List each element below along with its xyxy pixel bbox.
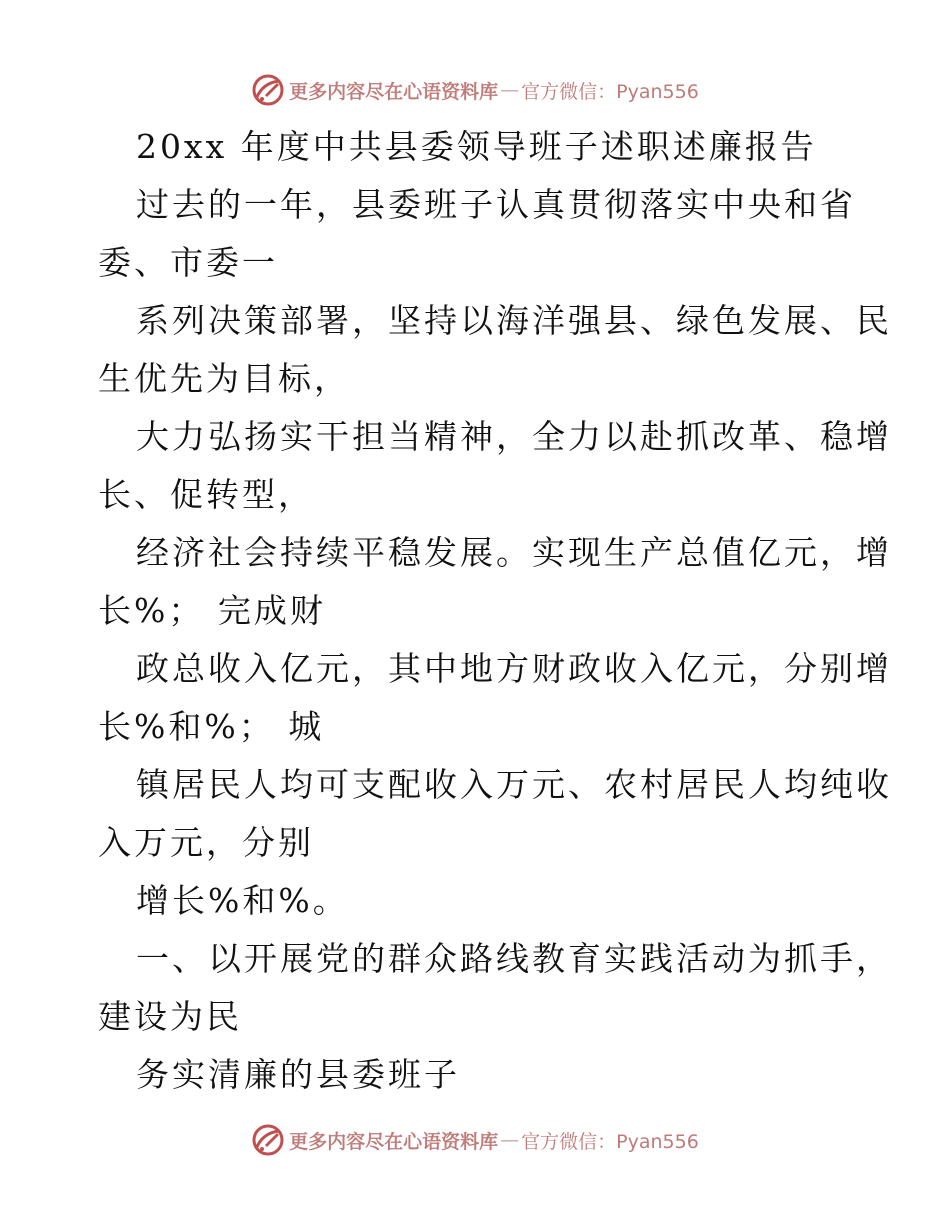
text-line: 政总收入亿元，其中地方财政收入亿元，分别增 <box>136 649 892 688</box>
text-line: 镇居民人均可支配收入万元、农村居民人均纯收 <box>136 765 892 804</box>
text-line: 过去的一年，县委班子认真贯彻落实中央和省 <box>136 185 856 224</box>
footer-banner <box>0 1120 950 1160</box>
section-heading-line: 一、以开展党的群众路线教育实践活动为抓手， <box>136 939 892 978</box>
pen-logo-icon <box>251 1123 285 1157</box>
document-title: 20xx 年度中共县委领导班子述职述廉报告 <box>136 127 817 166</box>
footer-separator: — <box>500 1129 520 1151</box>
text-line: 生优先为目标， <box>98 359 350 398</box>
pen-logo-icon <box>251 73 285 107</box>
text-line: 增长%和%。 <box>136 881 349 920</box>
footer-wechat-text: 官方微信：Pyan556 <box>521 1130 699 1153</box>
text-line: 大力弘扬实干担当精神，全力以赴抓改革、稳增 <box>136 417 892 456</box>
section-heading-line: 建设为民 <box>98 997 242 1036</box>
header-site-text: 更多内容尽在心语资料库 <box>289 80 499 103</box>
header-separator: — <box>500 79 520 101</box>
text-line: 系列决策部署，坚持以海洋强县、绿色发展、民 <box>136 301 892 340</box>
text-line: 长、促转型， <box>98 475 314 514</box>
header-wechat-text: 官方微信：Pyan556 <box>521 80 699 103</box>
text-line: 入万元，分别 <box>98 823 314 862</box>
footer-site-text: 更多内容尽在心语资料库 <box>289 1130 499 1153</box>
header-banner <box>0 70 950 110</box>
text-line: 长%； 完成财 <box>98 591 326 630</box>
text-line: 经济社会持续平稳发展。实现生产总值亿元，增 <box>136 533 892 572</box>
text-line: 长%和%； 城 <box>98 707 325 746</box>
document-body <box>98 118 892 1104</box>
text-line: 委、市委一 <box>98 243 278 282</box>
section-heading-line: 务实清廉的县委班子 <box>136 1055 460 1094</box>
